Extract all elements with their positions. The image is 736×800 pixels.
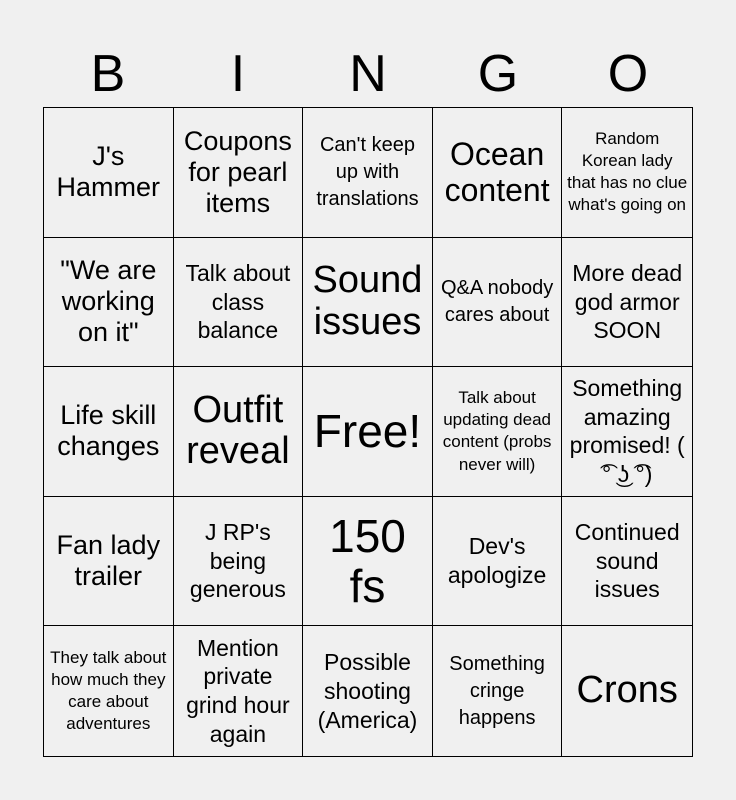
bingo-cell[interactable]: Sound issues	[303, 238, 433, 368]
header-letter-i: I	[230, 45, 246, 103]
bingo-cell[interactable]: Something amazing promised! ( ͡° ͜ʖ ͡°)	[562, 367, 692, 497]
bingo-cell[interactable]: Crons	[576, 669, 678, 712]
bingo-cell[interactable]: Q&A nobody cares about	[433, 238, 563, 368]
free-space[interactable]: Free!	[303, 367, 433, 497]
bingo-header	[43, 40, 693, 108]
header-letter-b: B	[90, 45, 126, 103]
bingo-cell[interactable]: Talk about updating dead content (probs never will)	[433, 367, 563, 497]
bingo-cell[interactable]: Talk about class balance	[174, 238, 304, 368]
bingo-cell[interactable]: Mention private grind hour again	[174, 626, 304, 756]
bingo-cell[interactable]: Something cringe happens	[433, 626, 563, 756]
header-letter-n: N	[349, 45, 387, 103]
bingo-cell[interactable]: They talk about how much they care about adventures	[44, 626, 174, 756]
bingo-cell[interactable]: J RP's being generous	[174, 497, 304, 627]
bingo-cell[interactable]: J's Hammer	[44, 108, 174, 238]
bingo-cell[interactable]: Dev's apologize	[433, 497, 563, 627]
bingo-cell[interactable]: "We are working on it"	[44, 238, 174, 368]
header-letter-o: O	[607, 45, 649, 103]
bingo-cell[interactable]: Possible shooting (America)	[303, 626, 433, 756]
bingo-cell[interactable]: 150 fs	[303, 497, 433, 627]
bingo-cell[interactable]: Life skill changes	[44, 367, 174, 497]
bingo-board	[43, 107, 693, 757]
bingo-cell[interactable]: More dead god armor SOON	[562, 238, 692, 368]
header-letter-g: G	[477, 45, 519, 103]
bingo-cell[interactable]: Ocean content	[433, 108, 563, 238]
bingo-cell[interactable]: Fan lady trailer	[44, 497, 174, 627]
bingo-cell[interactable]: Coupons for pearl items	[174, 108, 304, 238]
bingo-cell[interactable]: Can't keep up with translations	[303, 108, 433, 238]
bingo-cell[interactable]: Random Korean lady that has no clue what's going on	[562, 108, 692, 238]
bingo-cell[interactable]: Continued sound issues	[562, 497, 692, 627]
bingo-cell[interactable]: Outfit reveal	[174, 367, 304, 497]
